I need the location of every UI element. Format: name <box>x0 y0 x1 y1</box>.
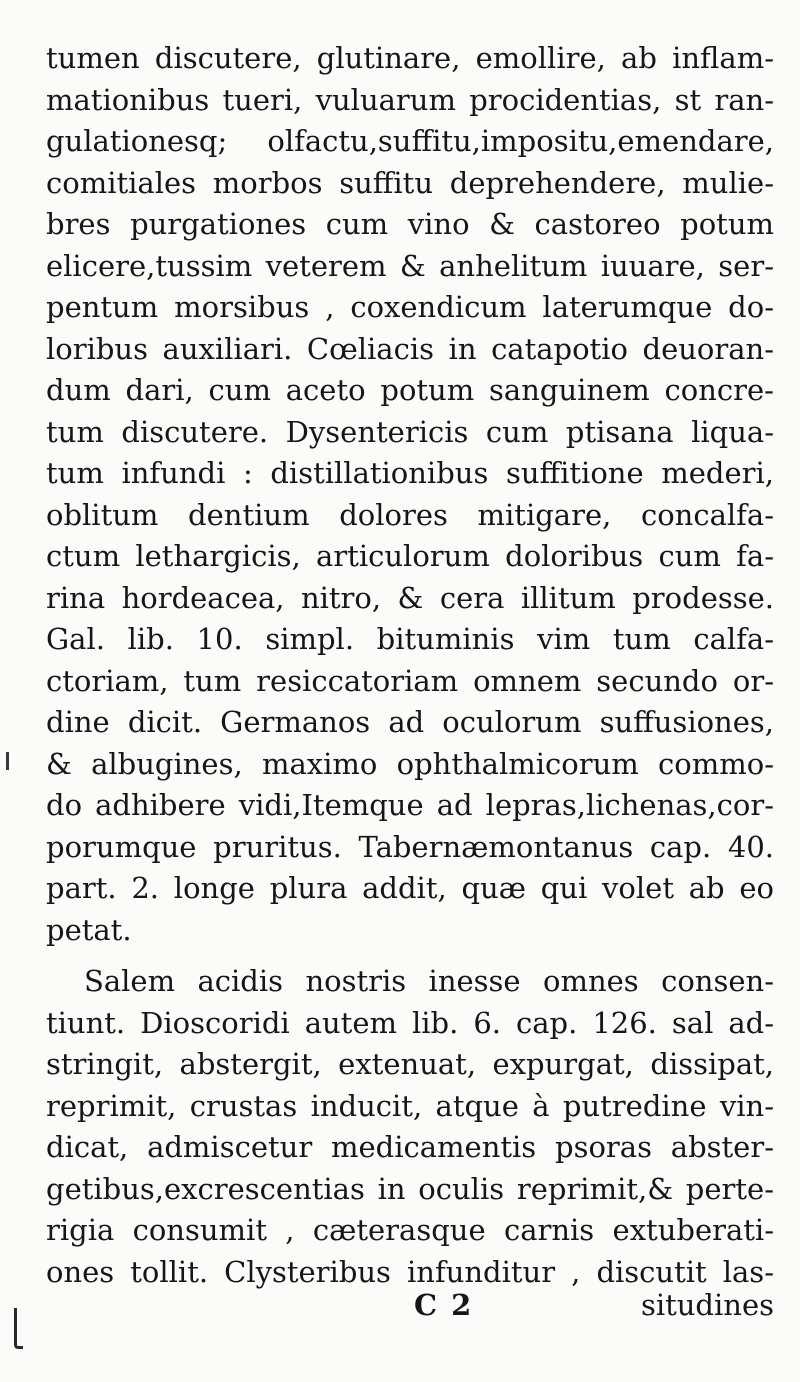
text-line: loribus auxiliari. Cœliacis in catapotio deuoran- <box>46 331 774 366</box>
text-line: Gal. lib. 10. simpl. bituminis vim tum calfa- <box>46 622 774 656</box>
text-line: pentum morsibus , coxendicum laterumque do- <box>46 290 774 324</box>
text-line: porumque pruritus. Tabernæmontanus cap. 40. <box>46 829 774 864</box>
text-line: tumen discutere, glutinare, emollire, ab inflam- <box>46 41 774 75</box>
catchword: situdines <box>640 1288 774 1322</box>
text-line: dum dari, cum aceto potum sanguinem concre- <box>46 373 774 407</box>
text-line: comitiales morbos suffitu deprehendere, mulie- <box>46 165 774 200</box>
text-line: ctum lethargicis, articulorum doloribus cum fa- <box>46 539 774 573</box>
text-line: dicat, admiscetur medicamentis psoras abster- <box>46 1130 774 1164</box>
text-line: getibus,excrescentias in oculis reprimit,& perte- <box>46 1171 774 1206</box>
margin-mark <box>6 752 9 770</box>
text-line: elicere,tussim veterem & anhelitum iuuare, ser- <box>46 248 774 283</box>
body-text <box>46 38 774 1293</box>
text-line: reprimit, crustas inducit, atque à putredine vin- <box>46 1088 774 1123</box>
text-line: do adhibere vidi,Itemque ad lepras,lichenas,cor- <box>46 788 774 822</box>
text-line: ones tollit. Clysteribus infunditur , discutit las- <box>46 1254 774 1289</box>
text-line: rigia consumit , cæterasque carnis extuberati- <box>46 1213 774 1247</box>
page-footer <box>46 1283 774 1327</box>
corner-mark <box>14 1308 23 1349</box>
text-line: mationibus tueri, vuluarum procidentias, st ran- <box>46 82 774 117</box>
signature-mark: C 2 <box>414 1288 474 1322</box>
text-line: dine dicit. Germanos ad oculorum suffusiones, <box>46 705 774 739</box>
paragraph-start-line: Salem acidis nostris inesse omnes consen- <box>84 964 774 998</box>
text-line: oblitum dentium dolores mitigare, concalfa- <box>46 497 774 532</box>
text-line: stringit, abstergit, extenuat, expurgat, dissipat, <box>46 1047 774 1081</box>
text-line: tum infundi : distillationibus suffitione mederi, <box>46 456 774 490</box>
text-line: part. 2. longe plura addit, quæ qui volet ab eo <box>46 871 774 905</box>
text-line: gulationesq; olfactu,suffitu,impositu,emendare, <box>46 124 774 158</box>
text-line: bres purgationes cum vino & castoreo potum <box>46 207 774 241</box>
paragraph-end-line: petat. <box>46 912 132 947</box>
paragraph-gap <box>46 951 774 961</box>
text-line: & albugines, maximo ophthalmicorum commo- <box>46 746 774 781</box>
text-line: tiunt. Dioscoridi autem lib. 6. cap. 126. sal ad- <box>46 1005 774 1040</box>
text-line: ctoriam, tum resiccatoriam omnem secundo or- <box>46 663 774 698</box>
text-line: tum discutere. Dysentericis cum ptisana liqua- <box>46 414 774 449</box>
text-line: rina hordeacea, nitro, & cera illitum prodesse. <box>46 580 774 615</box>
